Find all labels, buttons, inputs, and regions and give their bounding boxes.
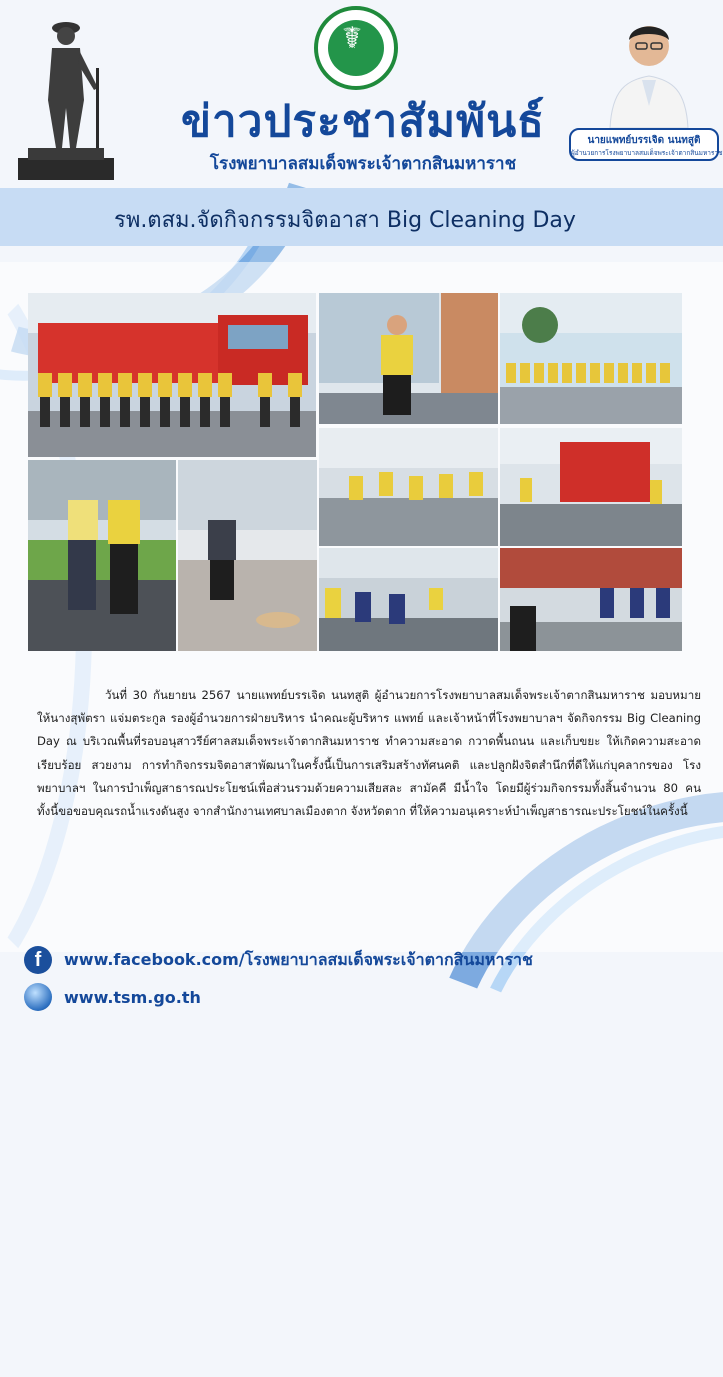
sweeping-street-photo [28,460,176,651]
mopping-road-photo [319,428,498,546]
hospital-name: โรงพยาบาลสมเด็จพระเจ้าตากสินมหาราช [209,154,517,174]
page-title: ข่าวประชาสัมพันธ์ [180,96,546,147]
speaker-with-microphone-photo [319,293,498,424]
king-taksin-statue-image [18,8,114,180]
mopping-entrance-photo [500,548,682,651]
headline-text: รพ.ตสม.จัดกิจกรรมจิตอาสา Big Cleaning Day [114,208,576,233]
website-link[interactable]: www.tsm.go.th [64,987,201,1007]
director-badge [569,128,723,161]
fire-truck-group-photo [28,293,316,457]
headline-band [0,188,723,246]
director-name: นายแพทย์บรรเจิด นนทสูติ [587,135,701,146]
ministry-seal-icon: ☤ [314,6,398,90]
volunteers-cleaning-photo [319,548,498,651]
director-role: ผู้อำนวยการโรงพยาบาลสมเด็จพระเจ้าตากสินมหาราช [571,149,723,157]
director-portrait-image [606,10,692,128]
facebook-link-row[interactable] [24,946,533,974]
floor-polisher-photo [178,460,317,651]
facebook-link[interactable]: www.facebook.com/โรงพยาบาลสมเด็จพระเจ้าตากสินมหาราช [64,949,533,969]
fire-truck-washing-photo [500,428,682,546]
website-link-row[interactable] [24,983,201,1011]
globe-icon [24,983,52,1011]
article-body: วันที่ 30 กันยายน 2567 นายแพทย์บรรเจิด นนทสูติ ผู้อำนวยการโรงพยาบาลสมเด็จพระเจ้าตากสินมหาราช มอบหมายให้นางสุพัตรา แจ่มตระกูล รองผู้อำนวยการฝ่ายบริหาร นำคณะผู้บริหาร แพทย์ และเจ้าหน้าที่โรงพยาบาลฯ จัดกิจกรรม Big Cleaning Day ณ บริเวณพื้นที่รอบอนุสาวรีย์ศาลสมเด็จพระเจ้าตากสินมหาราช ทำความสะอาด กวาดพื้นถนน และเก็บขยะ ให้เกิดความสะอาด เรียบร้อย สวยงาม การทำกิจกรรมจิตอาสาพัฒนาในครั้งนี้เป็นการเสริมสร้างทัศนคติ และปลูกฝังจิตสำนึกที่ดีให้แก่บุคลากรของ โรงพยาบาลฯ ในการบำเพ็ญสาธารณประโยชน์เพื่อส่วนรวมด้วยความเสียสละ สามัคคี มีน้ำใจ โดยมีผู้ร่วมกิจกรรมทั้งสิ้นจำนวน 80 คน ทั้งนี้ขอขอบคุณรถน้ำแรงดันสูง จากสำนักงานเทศบาลเมืองตาก จังหวัดตาก ที่ให้ความอนุเคราะห์บำเพ็ญสาธารณะประโยชน์ในครั้งนี้ [37,688,701,819]
facebook-icon: f [24,946,52,974]
staff-lineup-photo [500,293,682,424]
